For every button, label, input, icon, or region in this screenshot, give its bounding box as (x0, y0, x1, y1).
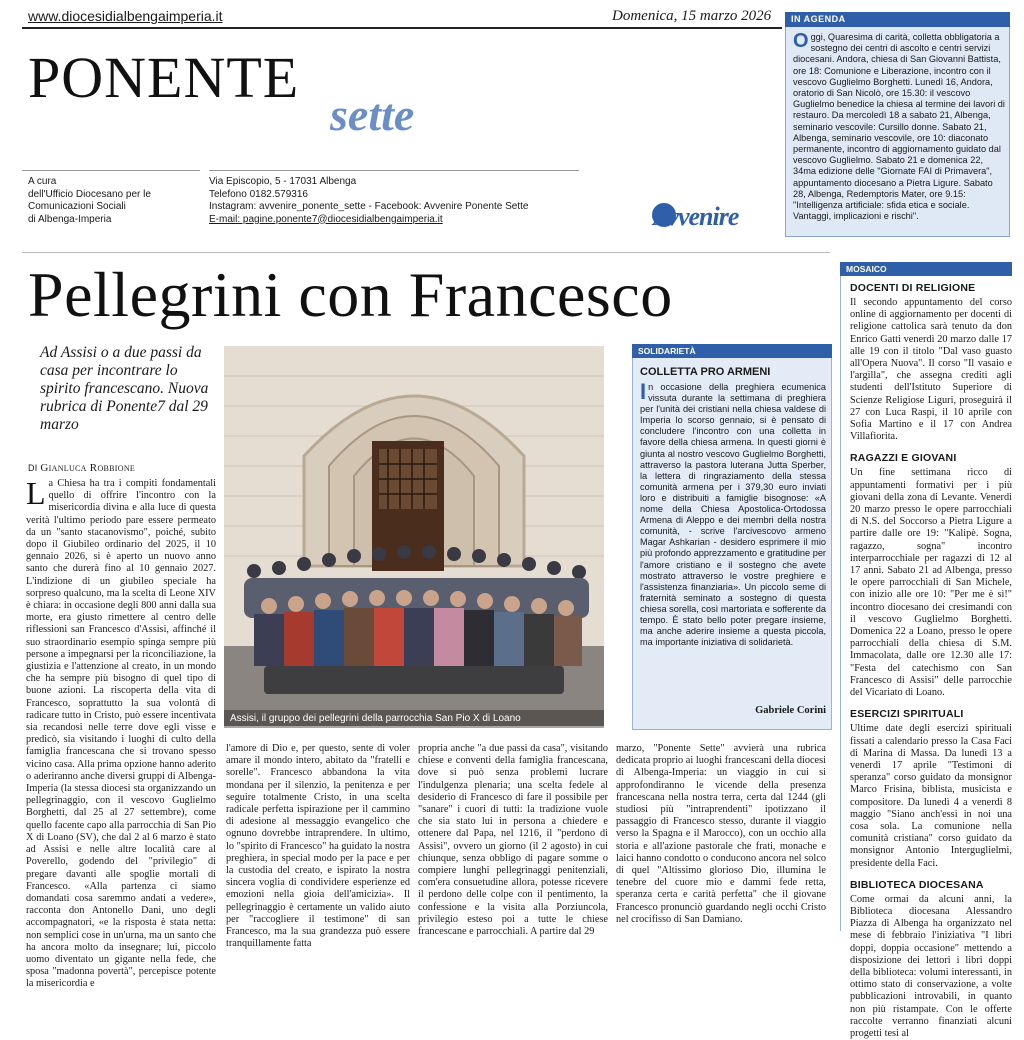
article-byline (28, 462, 135, 474)
credit-line: di Albenga-Imperia (28, 213, 112, 225)
solidarity-drop-cap: I (640, 379, 647, 404)
solidarity-title: COLLETTA PRO ARMENI (640, 366, 771, 378)
mosaico-column (850, 280, 1012, 1039)
mosaico-label: MOSAICO (840, 262, 1012, 276)
article-column-4: marzo, "Ponente Sette" avvierà una rubrica dedicata proprio ai luoghi francescani della diocesi di Albenga-Imperia: un viaggio in cui si approfondiranno le vicende della presenza francescana nella nostra terra, certa dal 1244 (gli studiosi più "intraprendenti" ipotizzano il passaggio di Francesco stesso, durante il viaggio verso la Spagna e il Marocco), con un occhio alla storia e all'azione pastorale che frati, monache e laici hanno condotto o conducono ancora nel solco di quel "Altissimo glorioso Dio, illumina le tenebre del cuore mio e dammi fede retta, speranza certa e carità perfetta" che il giovane Francesco pronunciò guardando negli occhi Cristo nel crocifisso di San Damiano. (616, 743, 826, 925)
info-rule-middle (209, 170, 579, 171)
agenda-body: ggi, Quaresima di carità, colletta obbligatoria a sostegno dei centri di ascolto e centri servizi diocesani. Andora, chiesa di San Giovanni Battista, ore 18: Comunione e Liberazione, incontro con il vescovo Guglielmo Borghetti. Lunedì 16, Andora, oratorio di San Nicolò, ore 15.30: il vescovo Guglielmo benedice la chiesa al termine dei lavori di restauro. Da mercoledì 18 a sabato 21, Albenga, seminario vescovile: Cursillo donne. Sabato 21, Albenga, seminario vescovile, ore 10: diaconato permanente, incontro di aggiornamento guidato dal vescovo Guglielmo. Sabato 21 e domenica 22, 34ma edizione delle "Giornate FAI di Primavera", appuntamento diocesano a Pietra Ligure. Sabato 28, Albenga, Redemptoris Mater, ore 9.15: "Intelligenza artificiale: sfida etica e sociale. Vantaggi, implicazioni e rischi". (793, 32, 1005, 222)
agenda-drop-cap: O (793, 30, 809, 52)
mosaico-rule (840, 262, 841, 931)
credit-line: A cura (28, 176, 57, 187)
contact-social: Instagram: avvenire_ponente_sette - Facebook: Avvenire Ponente Sette (209, 201, 529, 212)
agenda-label: IN AGENDA (785, 12, 1010, 27)
mosaico-heading: ESERCIZI SPIRITUALI (850, 708, 964, 721)
article-headline: Pellegrini con Francesco (28, 259, 673, 330)
contact-info (209, 176, 579, 226)
article-drop-cap: L (26, 475, 46, 511)
contact-phone[interactable]: Telefono 0182.579316 (209, 188, 308, 200)
solidarity-label: SOLIDARIETÀ (632, 344, 832, 358)
masthead-title: PONENTE (28, 45, 300, 110)
basilica-facade-illustration (224, 346, 604, 726)
article-column-1 (26, 475, 216, 990)
header-rule (22, 27, 782, 29)
avvenire-logo: Avvenire (653, 202, 739, 231)
section-rule (22, 252, 830, 253)
mosaico-text: Il secondo appuntamento del corso online di aggiornamento per docenti di religione cattolica sarà tenuto da don Enrico Gatti venerdì 20 marzo dalle 17 alle 19 con il titolo "Dal vaso guasto all'Opera Nuova". Il corso "Il vasaio e l'argilla", che assegna crediti agli studenti dell'Istituto Superiore di Scienze Religiose Liguri, proseguirà il 27 con Luca Raspi, il 10 aprile con Sofia Martino e il 17 con Andrea Villafiorita. (850, 297, 1012, 443)
mosaico-text: Ultime date degli esercizi spirituali fissati a calendario presso la Casa Faci di Marina di Massa. Da lunedì 13 a venerdì 17 aprile "Testimoni di speranza" corso guidato da monsignor Marco Frisina, biblista, musicista e compositore. Da lunedì 4 a venerdì 8 maggio "Siano anch'essi in noi una cosa sola. La comunione nella comunità cristiana" corso guidato da monsignor Antonio Interguglielmi, presidente della Faci. (850, 723, 1012, 869)
article-column-2: l'amore di Dio e, per questo, sente di voler amare il mondo intero, abitato da "fratelli e sorelle". Francesco abbandona la vita mondana per il silenzio, la penitenza e per seguire totalmente Cristo, in una scelta radicale perfetta ispirazione per il cammino di adesione al messaggio evangelico che ognuno dovrebbe intraprendere. In ultimo, lo "spirito di Francesco" ha guidato la nostra preghiera, in special modo per la pace e per la custodia del creato, e ispirato la nostra sincera voglia di condividere esperienze ed emozioni nella gioia dell'amicizia». Il pellegrinaggio è certamente un valido aiuto per "raccogliere il testimone" di san Francesco, ma la sua grandezza può essere tranquillamente fatta (226, 743, 410, 950)
mosaico-text: Come ormai da alcuni anni, la Biblioteca diocesana Alessandro Piazza di Albenga ha organizzato nel mese di febbraio l'iniziativa "I libri doppi, doppia occasione" mettendo a disposizione dei lettori i libri doppi della biblioteca: volumi interessanti, in ottimo stato di conservazione, a volte pubblicazioni introvabili, in quanto non più ristampate. Con le offerte raccolte verranno finanziati alcuni progetti tesi al (850, 893, 1012, 1039)
article-standfirst: Ad Assisi o a due passi da casa per incontrare lo spirito francescano. Nuova rubrica di Ponente7 dal 29 marzo (40, 344, 209, 433)
issue-date: Domenica, 15 marzo 2026 (612, 8, 772, 24)
solidarity-text (640, 379, 826, 702)
column-text: a Chiesa ha tra i compiti fondamentali quello di offrire l'incontro con la misericordia divina e alla luce di questa verità l'ultimo periodo pare essere permeato da un "santo stacanovismo", poiché, subito dopo il Giubileo ordinario del 2025, il 10 gennaio 2026, si è aperto un nuovo anno santo che durerà fino al 10 gennaio 2027. L'indizione di un giubileo speciale ha sorpreso qualcuno, ma la scelta di Leone XIV è chiara: in occasione degli 800 anni dalla sua morte, era giusto rimettere al centro delle riflessioni san Francesco d'Assisi, affinché il suo straordinario esempio spinga sempre più persone a impegnarsi per la riconciliazione, la giustizia e l'attenzione al creato, in un mondo che ha sempre più bisogno di quel tipo di buone azioni. La riscoperta della vita di Francesco, soprattutto la sua volontà di radicare tutto in Cristo, può essere incentivata sia recandosi nelle terre dove egli visse e predicò, sia visitando i luoghi di culto della famiglia francescana che si trovano spesso vicino casa. Alla prima opzione hanno aderito o aderiranno anche diversi gruppi di Albenga-Imperia (la stessa diocesi sta organizzando un pellegrinaggio, con il vescovo Guglielmo Borghetti, dal 25 al 27 settembre), come quello facente capo alla parrocchia di San Pio X di Loano (SV), che dal 2 al 6 marzo è stato ad Assisi e nelle altre località care al Poverello, godendo del "privilegio" di pregare davanti alle spoglie mortali di Francesco. «Alla partenza ci siamo domandati cosa saremmo andati a vedere», racconta don Antonello Dani, uno degli accompagnatori, «e la risposta è stata netta: non semplici cose in un'urna, ma un santo che ha ancora molto da insegnare; lui, piccolo uomo diventato un gigante nella fede, che sposa "madonna povertà", percepisce potente la misericordia e (26, 478, 216, 990)
credit-line: dell'Ufficio Diocesano per le (28, 188, 151, 200)
editorial-credits (28, 176, 198, 226)
contact-email[interactable]: E-mail: pagine.ponente7@diocesidialbengaimperia.it (209, 213, 443, 225)
masthead-subtitle: sette (330, 89, 415, 140)
byline-prefix: DI (28, 463, 38, 473)
site-url-link[interactable]: www.diocesidialbengaimperia.it (28, 8, 223, 24)
credit-line: Comunicazioni Sociali (28, 201, 126, 212)
article-column-3: propria anche "a due passi da casa", visitando chiese e conventi della famiglia francescana, dove si può senza problemi lucrare l'indulgenza plenaria; una scelta fedele al desiderio di Francesco di fare il possibile per "sanare" i cuori di tutti: la tradizione vuole che sia stato lui in persona a chiedere e ottenere dal Papa, nel 1216, il "perdono di Assisi", ovvero un giorno (il 2 agosto) in cui chiunque, senza obbligo di pagare somme o compiere lunghi pellegrinaggi penitenziali, com'era consuetudine allora, potesse ricevere il perdono delle colpe con il pentimento, la confessione e la visita alla Porziuncola, privilegio esteso poi a tutte le chiese francescane e parrocchiali. A partire dal 29 (418, 743, 608, 938)
mosaico-heading: RAGAZZI E GIOVANI (850, 452, 957, 465)
photo-caption: Assisi, il gruppo dei pellegrini della parrocchia San Pio X di Loano (224, 710, 604, 728)
solidarity-body: n occasione della preghiera ecumenica vissuta durante la settimana di preghiera per l'unità dei cristiani nella chiesa valdese di Imperia lo scorso gennaio, si è pensato di concludere l'incontro con una colletta in favore della chiesa armena. In questi giorni è giunta al nostro vescovo Guglielmo Borghetti, attraverso la pastora luterana Jutta Sperber, la lettera di ringraziamento della stessa comunità armena per i 379,30 euro inviati loro e distribuiti a famiglie bisognose: «A nome della Chiesa Apostolica-Ortodossa Armena di Aleppo e dei membri della nostra comunità, - scrive l'arcivescovo armeno Magar Ashkarian - desidero esprimere il mio più profondo apprezzamento e gratitudine per l'amore cristiano e il sostegno che avete mostrato attraverso le vostre preghiere e l'assistenza finanziaria». Un piccolo seme di fraternità seminato a sostegno di questa chiesa sorella, così martoriata e sofferente da tempo. È stato bello poter pregare insieme, ma anche aderire insieme a questa piccola, ma importante iniziativa di solidarietà. (640, 382, 826, 648)
info-rule-left (22, 170, 200, 171)
pilgrims-photo (224, 346, 604, 726)
contact-address: Via Episcopio, 5 - 17031 Albenga (209, 176, 357, 187)
mosaico-heading: DOCENTI DI RELIGIONE (850, 282, 976, 294)
mosaico-text: Un fine settimana ricco di appuntamenti formativi per i più giovani della zona di Levante. Venerdì 20 marzo presso le opere parrocchiali di N.S. del Soccorso a Pietra Ligure a partire dalle ore 19: "Kalipè. Sogna, ragazzo, sogna" incontro interparrocchiale per ragazzi di 12 al 17 anni. Sabato 21 ad Albenga, presso le opere parrocchiali di San Michele, con inizio alle ore 10: "Per me è sì!" incontro diocesano dei cresimandi con il vescovo Guglielmo Borghetti. Domenica 22 a Loano, presso le opere parrocchiali della chiesa di S.M. Immacolata, dalle ore 12.30 alle 17: "Festa del catechismo con San Francesco di Assisi" delle parrocchie del Vicariato di Loano. (850, 467, 1012, 699)
agenda-text (793, 32, 1005, 234)
byline-name: Gianluca Robbione (40, 462, 136, 474)
mosaico-heading: BIBLIOTECA DIOCESANA (850, 878, 984, 891)
solidarity-author: Gabriele Corini (755, 705, 826, 716)
